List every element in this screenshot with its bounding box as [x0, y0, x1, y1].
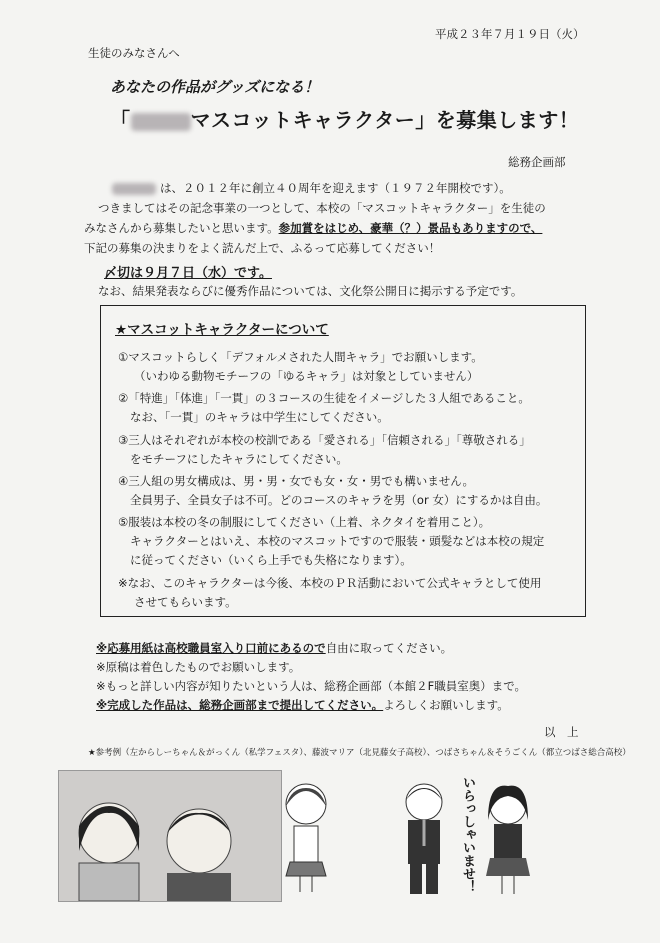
department: 総務企画部 [508, 155, 566, 169]
intro-line-1: は、２０１２年に創立４０周年を迎えます（１９７２年開校です）。 [112, 180, 511, 196]
guideline-item: （いわゆる動物モチーフの「ゆるキャラ」は対象としていません） [134, 369, 479, 383]
example-mascot-girl-2 [478, 780, 538, 898]
recipient: 生徒のみなさんへ [88, 46, 180, 60]
note-4: ※完成した作品は、総務企画部まで提出してください。よろしくお願いします。 [96, 698, 509, 712]
note-2: ※原稿は着色したものでお願いします。 [96, 660, 301, 674]
title-main: マスコットキャラクター」を募集します！ [190, 108, 580, 132]
closing: 以 上 [544, 725, 579, 739]
guideline-item: ①マスコットらしく「デフォルメされた人間キャラ」でお願いします。 [118, 350, 483, 364]
guideline-item: に従ってください（いくら上手でも失格になります）。 [130, 553, 412, 567]
guideline-item: ②「特進」「体進」「一貫」の３コースの生徒をイメージした３人組であること。 [118, 391, 530, 405]
date: 平成２３年７月１９日（火） [435, 27, 585, 41]
example-mascot-photo [58, 770, 282, 902]
note-1: ※応募用紙は高校職員室入り口前にあるので自由に取ってください。 [96, 641, 453, 655]
photo-figures [59, 771, 281, 901]
deadline: 〆切は９月７日（水）です。 [104, 266, 272, 281]
guideline-item: ⑤服装は本校の冬の制服にしてください（上着、ネクタイを着用こと）。 [118, 515, 491, 529]
example-mascot-girl [276, 776, 336, 896]
guideline-item: 全員男子、全員女子は不可。どのコースのキャラを男（or 女）にするかは自由。 [130, 493, 548, 507]
guideline-item: なお、「一貫」のキャラは中学生にしてください。 [130, 410, 389, 424]
note-3: ※もっと詳しい内容が知りたいという人は、総務企画部（本館２F職員室奥）まで。 [96, 679, 527, 693]
page-title [110, 104, 579, 133]
subtitle: あなたの作品がグッズになる！ [110, 78, 320, 96]
intro-line-3: みなさんから募集したいと思います。参加賞をはじめ、豪華（？）景品もありますので、 [84, 221, 543, 235]
guideline-item: ④三人組の男女構成は、男・男・女でも女・女・男でも構いません。 [118, 474, 474, 488]
speech-callout: いらっしゃいませ！ [460, 776, 475, 893]
guidelines-title: ★マスコットキャラクターについて [115, 322, 329, 338]
example-mascot-boy [395, 776, 453, 898]
guideline-item: させてもらいます。 [134, 595, 237, 609]
intro-line-2: つきましてはその記念事業の一つとして、本校の「マスコットキャラクター」を生徒の [98, 201, 546, 215]
guideline-item: をモチーフにしたキャラにしてください。 [130, 452, 348, 466]
guideline-item: キャラクターとはいえ、本校のマスコットですので服装・頭髪などは本校の規定 [130, 534, 545, 548]
redacted-school-name-2 [112, 183, 156, 195]
intro-line-4: 下記の募集の決まりをよく読んだ上で、ふるって応募してください！ [84, 241, 441, 255]
redacted-school-name [131, 113, 191, 131]
reference-caption: ★参考例（左からしーちゃん＆がっくん（私学フェスタ）、藤波マリア（北見藤女子高校）、つばさちゃん＆そうごくん（都立つばさ総合高校） [88, 748, 631, 758]
title-open-bracket: 「 [110, 108, 131, 132]
guideline-item: ③三人はそれぞれが本校の校訓である「愛される」「信頼される」「尊敬される」 [118, 433, 531, 447]
guideline-item: ※なお、このキャラクターは今後、本校のＰＲ活動において公式キャラとして使用 [118, 576, 542, 590]
intro-line-6: なお、結果発表ならびに優秀作品については、文化祭公開日に掲示する予定です。 [98, 284, 523, 298]
